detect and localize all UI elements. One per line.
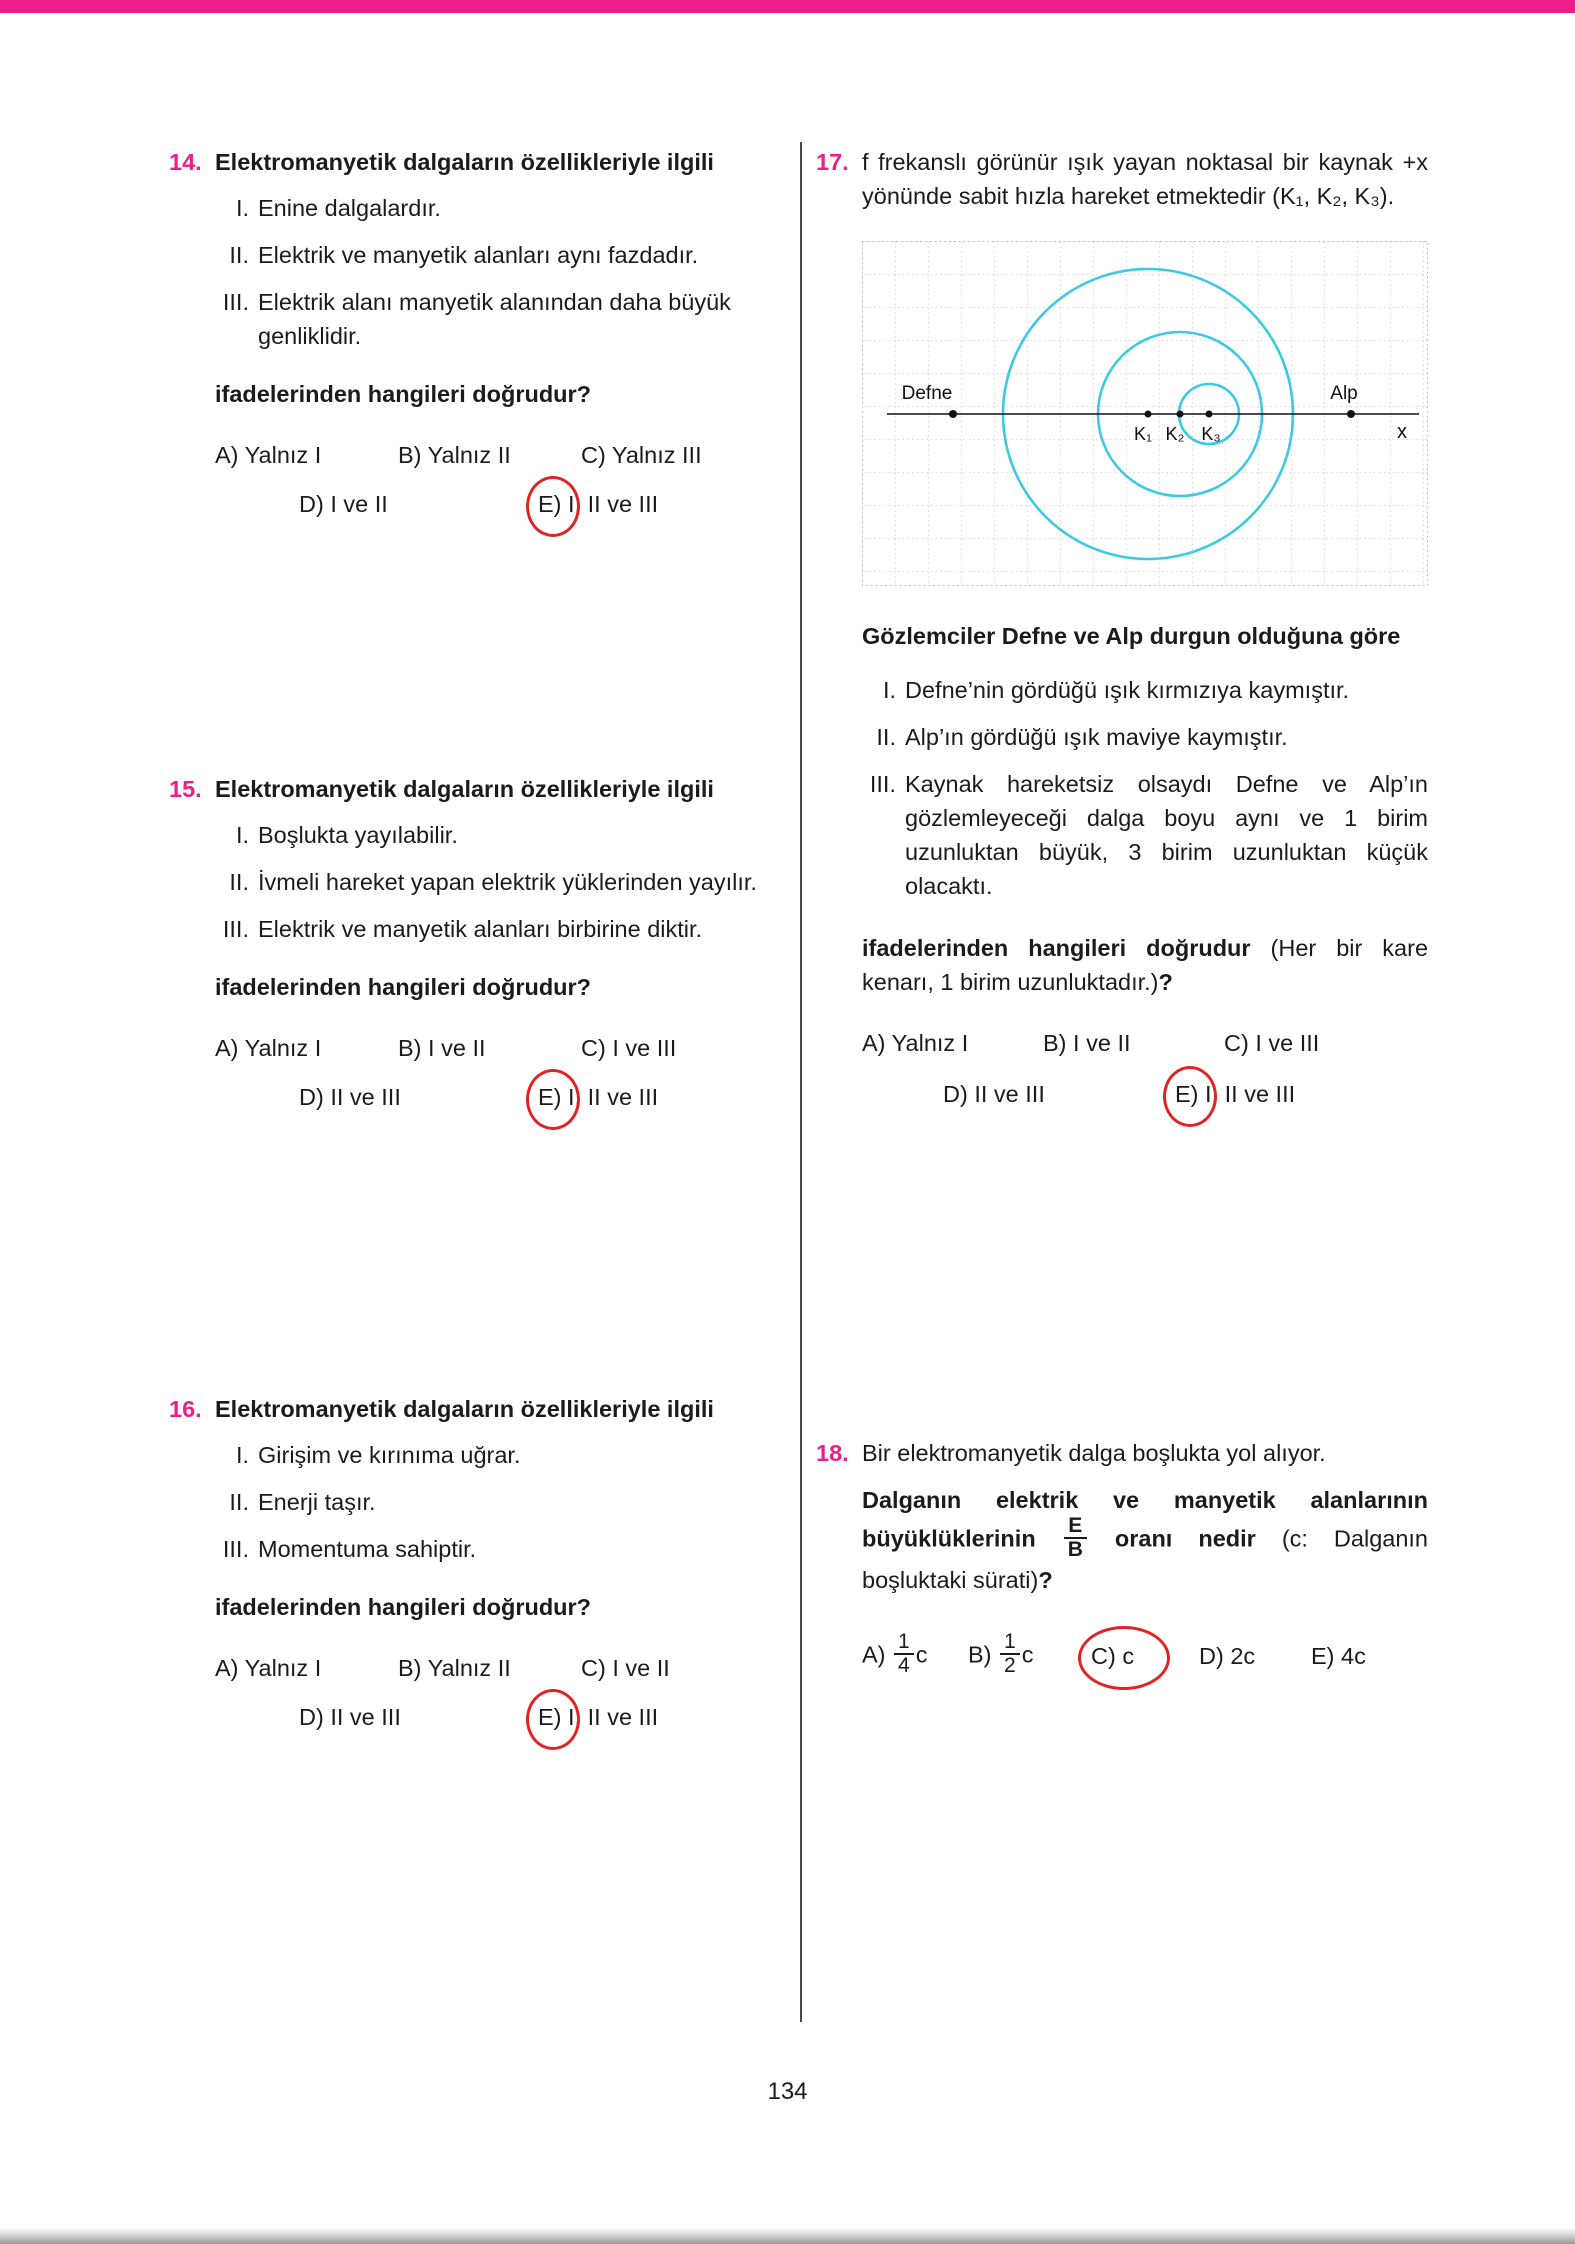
source-dot-k2: [1177, 411, 1184, 418]
statement-label: I.: [882, 677, 896, 703]
answer-choice-e: [538, 1700, 658, 1734]
choice-text: I ve II: [428, 1035, 486, 1061]
answer-choice-a: [215, 1031, 398, 1065]
answer-choice-e: [1175, 1077, 1295, 1111]
choice-text: Yalnız III: [611, 442, 702, 468]
statement-label: II.: [229, 1489, 249, 1515]
choice-label: C): [581, 1035, 606, 1061]
statement-text: Enine dalgalardır.: [258, 195, 441, 221]
one-quarter-fraction: $\frac{1}{4}$: [894, 1631, 914, 1677]
statement-label: III.: [222, 1536, 249, 1562]
statement-item: [862, 720, 1428, 754]
choice-label: D): [299, 1084, 324, 1110]
options-row: [862, 1630, 1428, 1679]
page-number: 134: [767, 2078, 808, 2105]
page-bottom-shadow: [0, 2228, 1575, 2244]
statement-list: [862, 673, 1428, 903]
choice-suffix: c: [915, 1641, 928, 1668]
choice-text: I ve II: [612, 1655, 670, 1681]
options-row-1: [215, 438, 787, 472]
statement-text: Girişim ve kırınıma uğrar.: [258, 1442, 521, 1468]
statement-label: III.: [222, 289, 249, 315]
answer-choice-d: [943, 1077, 1175, 1111]
choice-label: A): [862, 1641, 886, 1668]
answer-circle-icon: [526, 476, 580, 537]
choice-text: II ve III: [330, 1704, 401, 1730]
choice-text: Yalnız I: [244, 1035, 322, 1061]
choice-text: Yalnız II: [427, 442, 511, 468]
alp-label: Alp: [1330, 383, 1358, 404]
stem-note: (c: Dalganın boşluktaki sürati): [862, 1525, 1428, 1594]
question-number: 18.: [816, 1440, 849, 1466]
statement-label: II.: [229, 242, 249, 268]
statement-item: [215, 238, 787, 272]
question-prompt: [862, 931, 1428, 999]
choice-label: A): [215, 1655, 239, 1681]
statement-text: Momentuma sahiptir.: [258, 1536, 477, 1562]
k1-label: K₁: [1133, 424, 1153, 444]
top-accent-bar: [0, 0, 1575, 13]
question-stem: [862, 1483, 1428, 1597]
options-row-1: [215, 1031, 787, 1065]
choice-text: Yalnız I: [244, 442, 322, 468]
answer-choice-e: [538, 1080, 658, 1114]
statement-label: I.: [235, 1442, 249, 1468]
statement-text: İvmeli hareket yapan elektrik yüklerinden yayılır.: [258, 869, 757, 895]
choice-text: I, II ve III: [1205, 1081, 1296, 1107]
choice-text: Yalnız II: [427, 1655, 511, 1681]
choice-label: E): [538, 1704, 562, 1730]
question-stem: Elektromanyetik dalgaların özellikleriyle ilgili: [215, 149, 714, 175]
options-row-1: [862, 1026, 1428, 1060]
answer-choice-b: [398, 1031, 581, 1065]
choice-label: D): [943, 1081, 968, 1107]
choice-label: B): [398, 442, 422, 468]
statement-item: [215, 912, 787, 946]
statement-text: Alp’ın gördüğü ışık maviye kaymıştır.: [905, 724, 1288, 750]
column-divider: [800, 142, 802, 2022]
statement-item: [215, 1485, 787, 1519]
question-14: [169, 145, 787, 521]
answer-circle-icon: [526, 1689, 580, 1750]
statement-item: [215, 1532, 787, 1566]
choice-label: E): [538, 1084, 562, 1110]
statement-list: [215, 191, 787, 353]
answer-choice-d: [299, 1700, 538, 1734]
choice-text: II ve III: [330, 1084, 401, 1110]
answer-circle-icon: [1078, 1626, 1170, 1690]
question-stem: f frekanslı görünür ışık yayan noktasal bir kaynak +x yönünde sabit hızla hareket etmektedir (K₁, K₂, K₃).: [862, 149, 1428, 209]
options-row-2: [215, 1080, 787, 1114]
statement-item: [215, 191, 787, 225]
answer-choice-b: [398, 438, 581, 472]
statement-item: [215, 865, 787, 899]
question-number: 16.: [169, 1396, 202, 1422]
choice-text: II ve III: [974, 1081, 1045, 1107]
question-number: 15.: [169, 776, 202, 802]
answer-circle-icon: [526, 1069, 580, 1130]
statement-label: I.: [235, 822, 249, 848]
question-14-header: [169, 145, 787, 179]
choice-label: C): [1224, 1030, 1249, 1056]
answer-choice-b: [1043, 1026, 1224, 1060]
statement-text: Elektrik ve manyetik alanları birbirine diktir.: [258, 916, 703, 942]
answer-choice-c: [1091, 1639, 1199, 1673]
choice-text: Yalnız I: [891, 1030, 969, 1056]
answer-choice-c: [581, 1651, 764, 1685]
choice-label: C): [581, 1655, 606, 1681]
prompt-bold-part: ifadelerinden hangileri doğrudur: [862, 935, 1251, 961]
answer-choice-c: [1224, 1026, 1405, 1060]
answer-choice-d: [299, 487, 538, 521]
defne-label: Defne: [901, 383, 953, 404]
choice-text: I ve III: [612, 1035, 677, 1061]
choice-label: A): [215, 1035, 239, 1061]
question-17-header: [816, 145, 1428, 213]
answer-choice-e: [1311, 1639, 1366, 1673]
question-16-header: [169, 1392, 787, 1426]
answer-choice-d: [1199, 1639, 1311, 1673]
fraction-denominator: B: [1064, 1537, 1087, 1561]
statement-text: Elektrik ve manyetik alanları aynı fazdadır.: [258, 242, 699, 268]
statement-item: [862, 673, 1428, 707]
fraction-numerator: E: [1068, 1514, 1083, 1537]
choice-label: E): [1175, 1081, 1199, 1107]
choice-label: C): [581, 442, 606, 468]
choice-label: A): [862, 1030, 886, 1056]
statement-label: II.: [229, 869, 249, 895]
choice-label: B): [398, 1035, 422, 1061]
question-subheading: Gözlemciler Defne ve Alp durgun olduğuna göre: [862, 623, 1401, 649]
answer-choice-b: [398, 1651, 581, 1685]
question-stem: Elektromanyetik dalgaların özellikleriyle ilgili: [215, 1396, 714, 1422]
statement-list: [215, 1438, 787, 1566]
choice-text: I ve III: [1255, 1030, 1320, 1056]
choice-label: D): [299, 1704, 324, 1730]
statement-item: [215, 818, 787, 852]
defne-dot: [949, 410, 957, 418]
answer-choice-c: [581, 1031, 764, 1065]
statement-text: Defne’nin gördüğü ışık kırmızıya kaymıştır.: [905, 677, 1350, 703]
choice-text: Yalnız I: [244, 1655, 322, 1681]
choice-text: I, II ve III: [568, 1084, 659, 1110]
choice-label: D): [1199, 1643, 1224, 1670]
question-16: [169, 1392, 787, 1734]
question-18: [816, 1436, 1428, 1679]
statement-label: I.: [235, 195, 249, 221]
question-stem: Elektromanyetik dalgaların özellikleriyle ilgili: [215, 776, 714, 802]
answer-choice-a: [215, 438, 398, 472]
choice-text: 2c: [1230, 1643, 1256, 1670]
stem-question-mark: ?: [1038, 1567, 1053, 1594]
question-15: [169, 772, 787, 1114]
prompt-question-mark: ?: [1158, 969, 1173, 995]
doppler-diagram-container: [862, 241, 1428, 595]
question-prompt: ifadelerinden hangileri doğrudur?: [215, 381, 592, 407]
answer-choice-a: [215, 1651, 398, 1685]
options-row-2: [862, 1077, 1428, 1111]
k2-label: K₂: [1165, 424, 1185, 444]
answer-choice-d: [299, 1080, 538, 1114]
answer-choice-b: [968, 1630, 1091, 1679]
statement-text: Kaynak hareketsiz olsaydı Defne ve Alp’ın gözlemleyeceği dalga boyu aynı ve 1 birim uzunluktan büyük, 3 birim uzunluktan küçük olacaktı.: [905, 771, 1428, 899]
alp-dot: [1347, 410, 1355, 418]
choice-text: I, II ve III: [568, 491, 659, 517]
question-prompt: ifadelerinden hangileri doğrudur?: [215, 1594, 592, 1620]
options-row-2: [215, 487, 787, 521]
question-intro: Bir elektromanyetik dalga boşlukta yol alıyor.: [862, 1440, 1326, 1466]
answer-choice-e: [538, 487, 658, 521]
prompt-note-part: (Her bir kare kenarı, 1 birim uzunluktadır.): [862, 935, 1429, 995]
source-dot-k3: [1206, 411, 1213, 418]
choice-text: I ve II: [330, 491, 388, 517]
question-number: 17.: [816, 149, 849, 175]
answer-choice-a: [862, 1026, 1043, 1060]
choice-label: A): [215, 442, 239, 468]
one-half-fraction: $\frac{1}{2}$: [1000, 1631, 1020, 1677]
options-row-1: [215, 1651, 787, 1685]
statement-label: III.: [222, 916, 249, 942]
source-dot-k1: [1145, 411, 1152, 418]
statement-item: [215, 1438, 787, 1472]
answer-choice-c: [581, 438, 764, 472]
choice-text: I ve II: [1073, 1030, 1131, 1056]
choice-label: B): [968, 1641, 992, 1668]
choice-label: B): [1043, 1030, 1067, 1056]
statement-item: [862, 767, 1428, 903]
choice-label: C): [1091, 1643, 1116, 1670]
question-15-header: [169, 772, 787, 806]
x-axis-label: x: [1397, 421, 1407, 443]
stem-bold-end: oranı nedir: [1114, 1525, 1256, 1552]
statement-item: [215, 285, 787, 353]
k3-label: K₃: [1201, 424, 1221, 444]
question-number: 14.: [169, 149, 202, 175]
choice-label: B): [398, 1655, 422, 1681]
answer-choice-a: [862, 1630, 968, 1679]
statement-label: II.: [876, 724, 896, 750]
e-over-b-fraction: [1064, 1515, 1087, 1561]
options-row-2: [215, 1700, 787, 1734]
question-17: [816, 145, 1428, 1111]
stem-bold-start: Dalganın elektrik ve manyetik alanlarının büyüklüklerinin: [862, 1487, 1428, 1552]
choice-suffix: c: [1021, 1641, 1034, 1668]
choice-label: D): [299, 491, 324, 517]
choice-text: 4c: [1341, 1643, 1366, 1670]
choice-label: E): [538, 491, 562, 517]
question-prompt: ifadelerinden hangileri doğrudur?: [215, 974, 592, 1000]
statement-label: III.: [869, 771, 896, 797]
statement-list: [215, 818, 787, 946]
choice-text: c: [1122, 1643, 1135, 1670]
choice-label: E): [1311, 1643, 1335, 1670]
statement-text: Enerji taşır.: [258, 1489, 376, 1515]
statement-text: Elektrik alanı manyetik alanından daha büyük genliklidir.: [258, 289, 731, 349]
answer-circle-icon: [1163, 1066, 1217, 1127]
question-18-header: [816, 1436, 1428, 1470]
statement-text: Boşlukta yayılabilir.: [258, 822, 458, 848]
doppler-wavefront-diagram: [862, 241, 1428, 586]
choice-text: I, II ve III: [568, 1704, 659, 1730]
